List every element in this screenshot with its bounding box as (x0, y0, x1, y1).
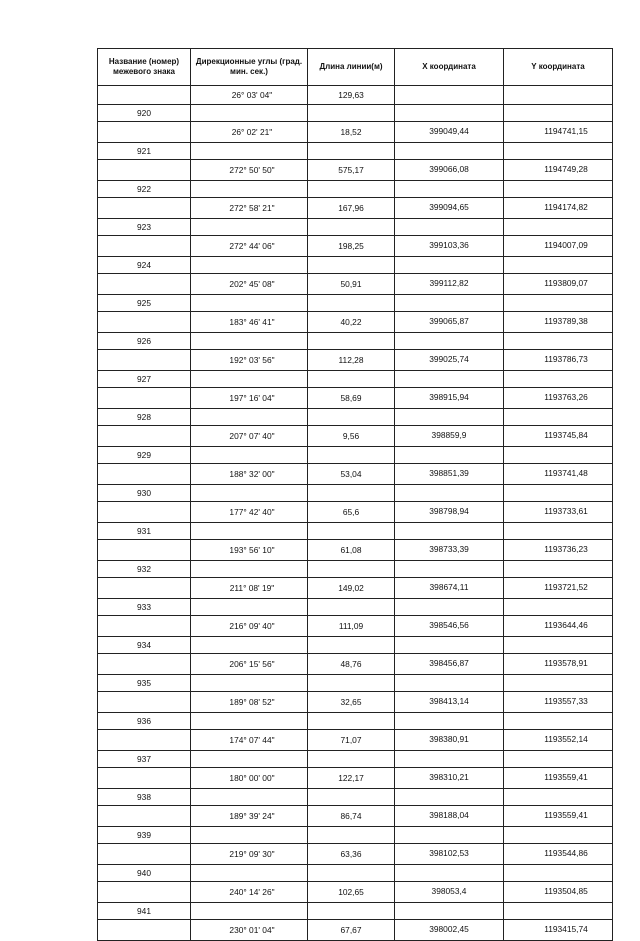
length-cell: 32,65 (308, 692, 395, 713)
point-name-cell: 937 (98, 751, 191, 768)
header-name: Название (номер) межевого знака (98, 49, 191, 86)
table-row (98, 333, 613, 350)
angle-cell (191, 637, 308, 654)
x-cell (395, 637, 504, 654)
x-cell (395, 865, 504, 882)
point-name-cell: 935 (98, 675, 191, 692)
y-coordinate-cell: 1194749,28 (504, 160, 613, 181)
table-row (98, 865, 613, 882)
y-cell (504, 865, 613, 882)
x-coordinate-cell: 398859,9 (395, 426, 504, 447)
point-name-cell: 941 (98, 903, 191, 920)
angle-cell: 272° 58' 21" (191, 198, 308, 219)
length-cell: 53,04 (308, 464, 395, 485)
name-cell (98, 236, 191, 257)
table-row (98, 236, 613, 257)
table-row (98, 882, 613, 903)
length-cell (308, 903, 395, 920)
length-cell: 122,17 (308, 768, 395, 789)
x-coordinate-cell: 398413,14 (395, 692, 504, 713)
x-coordinate-cell: 399094,65 (395, 198, 504, 219)
x-cell (395, 105, 504, 122)
y-cell (504, 333, 613, 350)
angle-cell: 206° 15' 56" (191, 654, 308, 675)
length-cell (308, 561, 395, 578)
angle-cell (191, 561, 308, 578)
y-cell (504, 105, 613, 122)
angle-cell (191, 295, 308, 312)
point-name-cell: 932 (98, 561, 191, 578)
name-cell (98, 768, 191, 789)
table-row (98, 806, 613, 827)
y-cell (504, 675, 613, 692)
x-coordinate-cell: 399112,82 (395, 274, 504, 295)
x-cell (395, 86, 504, 105)
y-coordinate-cell: 1193578,91 (504, 654, 613, 675)
length-cell (308, 599, 395, 616)
name-cell (98, 578, 191, 599)
length-cell (308, 257, 395, 274)
length-cell: 48,76 (308, 654, 395, 675)
x-coordinate-cell: 398546,56 (395, 616, 504, 637)
y-cell (504, 599, 613, 616)
name-cell (98, 654, 191, 675)
y-cell (504, 181, 613, 198)
x-coordinate-cell: 398053,4 (395, 882, 504, 903)
name-cell (98, 730, 191, 751)
x-coordinate-cell: 398188,04 (395, 806, 504, 827)
point-name-cell: 924 (98, 257, 191, 274)
angle-cell: 197° 16' 04" (191, 388, 308, 409)
angle-cell (191, 599, 308, 616)
angle-cell: 189° 08' 52" (191, 692, 308, 713)
y-coordinate-cell: 1193544,86 (504, 844, 613, 865)
name-cell (98, 844, 191, 865)
point-name-cell: 921 (98, 143, 191, 160)
table-row (98, 312, 613, 333)
name-cell (98, 920, 191, 941)
table-row (98, 485, 613, 502)
table-row (98, 920, 613, 941)
length-cell (308, 371, 395, 388)
length-cell: 18,52 (308, 122, 395, 143)
y-cell (504, 637, 613, 654)
x-coordinate-cell: 399103,36 (395, 236, 504, 257)
header-x: X координата (395, 49, 504, 86)
angle-cell (191, 827, 308, 844)
angle-cell: 202° 45' 08" (191, 274, 308, 295)
x-cell (395, 371, 504, 388)
angle-cell: 26° 03' 04" (191, 86, 308, 105)
x-coordinate-cell: 398380,91 (395, 730, 504, 751)
length-cell: 71,07 (308, 730, 395, 751)
y-coordinate-cell: 1193644,46 (504, 616, 613, 637)
length-cell (308, 105, 395, 122)
angle-cell: 207° 07' 40" (191, 426, 308, 447)
name-cell (98, 464, 191, 485)
boundary-coordinates-table (97, 48, 613, 941)
angle-cell (191, 371, 308, 388)
x-cell (395, 675, 504, 692)
table-row (98, 143, 613, 160)
table-body (98, 86, 613, 941)
angle-cell (191, 903, 308, 920)
table-row (98, 599, 613, 616)
x-cell (395, 295, 504, 312)
y-cell (504, 751, 613, 768)
angle-cell (191, 333, 308, 350)
x-coordinate-cell: 398310,21 (395, 768, 504, 789)
y-cell (504, 86, 613, 105)
angle-cell (191, 105, 308, 122)
length-cell (308, 675, 395, 692)
length-cell: 198,25 (308, 236, 395, 257)
point-name-cell: 927 (98, 371, 191, 388)
y-coordinate-cell: 1193552,14 (504, 730, 613, 751)
x-coordinate-cell: 399025,74 (395, 350, 504, 371)
angle-cell: 230° 01' 04" (191, 920, 308, 941)
point-name-cell: 940 (98, 865, 191, 882)
table-row (98, 768, 613, 789)
name-cell (98, 692, 191, 713)
x-cell (395, 599, 504, 616)
x-coordinate-cell: 398456,87 (395, 654, 504, 675)
y-coordinate-cell: 1193736,23 (504, 540, 613, 561)
header-angle: Дирекционные углы (град. мин. сек.) (191, 49, 308, 86)
name-cell (98, 806, 191, 827)
length-cell: 112,28 (308, 350, 395, 371)
name-cell (98, 502, 191, 523)
length-cell: 149,02 (308, 578, 395, 599)
angle-cell: 216° 09' 40" (191, 616, 308, 637)
y-cell (504, 447, 613, 464)
table-row (98, 426, 613, 447)
x-coordinate-cell: 399049,44 (395, 122, 504, 143)
table-row (98, 198, 613, 219)
angle-cell: 180° 00' 00" (191, 768, 308, 789)
y-coordinate-cell: 1193559,41 (504, 768, 613, 789)
length-cell: 50,91 (308, 274, 395, 295)
name-cell (98, 616, 191, 637)
angle-cell: 183° 46' 41" (191, 312, 308, 333)
table-row (98, 654, 613, 675)
angle-cell: 193° 56' 10" (191, 540, 308, 561)
table-row (98, 274, 613, 295)
angle-cell (191, 865, 308, 882)
point-name-cell: 923 (98, 219, 191, 236)
y-coordinate-cell: 1193741,48 (504, 464, 613, 485)
point-name-cell: 931 (98, 523, 191, 540)
angle-cell: 219° 09' 30" (191, 844, 308, 865)
length-cell: 63,36 (308, 844, 395, 865)
length-cell (308, 789, 395, 806)
length-cell (308, 295, 395, 312)
angle-cell: 189° 39' 24" (191, 806, 308, 827)
header-length: Длина линии(м) (308, 49, 395, 86)
angle-cell (191, 143, 308, 160)
x-cell (395, 789, 504, 806)
table-row (98, 523, 613, 540)
length-cell (308, 181, 395, 198)
y-coordinate-cell: 1194741,15 (504, 122, 613, 143)
y-cell (504, 219, 613, 236)
length-cell: 167,96 (308, 198, 395, 219)
y-cell (504, 713, 613, 730)
table-row (98, 371, 613, 388)
x-cell (395, 219, 504, 236)
y-cell (504, 371, 613, 388)
table-row (98, 257, 613, 274)
x-cell (395, 485, 504, 502)
x-cell (395, 827, 504, 844)
y-cell (504, 827, 613, 844)
angle-cell (191, 713, 308, 730)
point-name-cell: 938 (98, 789, 191, 806)
y-cell (504, 257, 613, 274)
point-name-cell: 939 (98, 827, 191, 844)
table-row (98, 502, 613, 523)
name-cell (98, 426, 191, 447)
length-cell (308, 523, 395, 540)
x-coordinate-cell: 398915,94 (395, 388, 504, 409)
x-coordinate-cell: 398002,45 (395, 920, 504, 941)
table-row (98, 540, 613, 561)
table-row (98, 122, 613, 143)
table-row (98, 219, 613, 236)
angle-cell (191, 447, 308, 464)
length-cell: 61,08 (308, 540, 395, 561)
table-row (98, 844, 613, 865)
table-row (98, 105, 613, 122)
table-row (98, 86, 613, 105)
length-cell: 40,22 (308, 312, 395, 333)
length-cell (308, 713, 395, 730)
y-cell (504, 295, 613, 312)
y-cell (504, 789, 613, 806)
x-cell (395, 447, 504, 464)
angle-cell: 272° 50' 50" (191, 160, 308, 181)
x-cell (395, 143, 504, 160)
name-cell (98, 350, 191, 371)
name-cell (98, 882, 191, 903)
length-cell (308, 447, 395, 464)
name-cell (98, 274, 191, 295)
y-cell (504, 409, 613, 426)
angle-cell: 188° 32' 00" (191, 464, 308, 485)
x-cell (395, 561, 504, 578)
table-row (98, 616, 613, 637)
y-coordinate-cell: 1193559,41 (504, 806, 613, 827)
header-y: Y координата (504, 49, 613, 86)
name-cell (98, 122, 191, 143)
x-coordinate-cell: 398733,39 (395, 540, 504, 561)
y-cell (504, 903, 613, 920)
angle-cell: 177° 42' 40" (191, 502, 308, 523)
length-cell (308, 219, 395, 236)
table-header-row (98, 49, 613, 86)
length-cell: 129,63 (308, 86, 395, 105)
y-coordinate-cell: 1193733,61 (504, 502, 613, 523)
table-row (98, 637, 613, 654)
angle-cell (191, 257, 308, 274)
point-name-cell: 925 (98, 295, 191, 312)
y-coordinate-cell: 1193721,52 (504, 578, 613, 599)
angle-cell: 26° 02' 21" (191, 122, 308, 143)
angle-cell: 240° 14' 26" (191, 882, 308, 903)
x-coordinate-cell: 398674,11 (395, 578, 504, 599)
y-coordinate-cell: 1193809,07 (504, 274, 613, 295)
angle-cell: 174° 07' 44" (191, 730, 308, 751)
y-cell (504, 523, 613, 540)
x-coordinate-cell: 398798,94 (395, 502, 504, 523)
table-row (98, 160, 613, 181)
x-cell (395, 751, 504, 768)
y-coordinate-cell: 1193504,85 (504, 882, 613, 903)
angle-cell (191, 181, 308, 198)
length-cell: 575,17 (308, 160, 395, 181)
point-name-cell: 934 (98, 637, 191, 654)
angle-cell: 211° 08' 19" (191, 578, 308, 599)
length-cell (308, 143, 395, 160)
table-row (98, 730, 613, 751)
angle-cell (191, 409, 308, 426)
table-row (98, 295, 613, 312)
y-coordinate-cell: 1193557,33 (504, 692, 613, 713)
point-name-cell: 920 (98, 105, 191, 122)
angle-cell (191, 485, 308, 502)
angle-cell (191, 675, 308, 692)
point-name-cell: 929 (98, 447, 191, 464)
name-cell (98, 388, 191, 409)
table-row (98, 464, 613, 485)
point-name-cell: 930 (98, 485, 191, 502)
name-cell (98, 160, 191, 181)
table-row (98, 692, 613, 713)
length-cell: 67,67 (308, 920, 395, 941)
table-row (98, 827, 613, 844)
table-row (98, 713, 613, 730)
angle-cell (191, 523, 308, 540)
table-row (98, 789, 613, 806)
table-row (98, 751, 613, 768)
y-cell (504, 485, 613, 502)
length-cell (308, 485, 395, 502)
x-coordinate-cell: 399066,08 (395, 160, 504, 181)
point-name-cell: 936 (98, 713, 191, 730)
name-cell (98, 312, 191, 333)
y-coordinate-cell: 1194174,82 (504, 198, 613, 219)
name-cell (98, 86, 191, 105)
y-coordinate-cell: 1194007,09 (504, 236, 613, 257)
x-cell (395, 333, 504, 350)
length-cell: 86,74 (308, 806, 395, 827)
table-row (98, 388, 613, 409)
length-cell: 111,09 (308, 616, 395, 637)
x-cell (395, 409, 504, 426)
point-name-cell: 933 (98, 599, 191, 616)
angle-cell (191, 751, 308, 768)
y-coordinate-cell: 1193415,74 (504, 920, 613, 941)
point-name-cell: 928 (98, 409, 191, 426)
x-cell (395, 713, 504, 730)
y-cell (504, 143, 613, 160)
angle-cell: 272° 44' 06" (191, 236, 308, 257)
table-row (98, 578, 613, 599)
table-row (98, 447, 613, 464)
x-cell (395, 523, 504, 540)
length-cell (308, 827, 395, 844)
y-cell (504, 561, 613, 578)
angle-cell (191, 789, 308, 806)
name-cell (98, 198, 191, 219)
table-row (98, 675, 613, 692)
y-coordinate-cell: 1193786,73 (504, 350, 613, 371)
x-coordinate-cell: 398851,39 (395, 464, 504, 485)
table-row (98, 903, 613, 920)
table-row (98, 561, 613, 578)
length-cell: 65,6 (308, 502, 395, 523)
x-cell (395, 257, 504, 274)
length-cell (308, 865, 395, 882)
y-coordinate-cell: 1193789,38 (504, 312, 613, 333)
x-cell (395, 181, 504, 198)
angle-cell (191, 219, 308, 236)
x-coordinate-cell: 398102,53 (395, 844, 504, 865)
name-cell (98, 540, 191, 561)
table-row (98, 181, 613, 198)
length-cell: 9,56 (308, 426, 395, 447)
length-cell (308, 637, 395, 654)
length-cell (308, 333, 395, 350)
y-coordinate-cell: 1193763,26 (504, 388, 613, 409)
angle-cell: 192° 03' 56" (191, 350, 308, 371)
length-cell (308, 751, 395, 768)
point-name-cell: 922 (98, 181, 191, 198)
point-name-cell: 926 (98, 333, 191, 350)
table-row (98, 350, 613, 371)
x-cell (395, 903, 504, 920)
length-cell (308, 409, 395, 426)
length-cell: 58,69 (308, 388, 395, 409)
x-coordinate-cell: 399065,87 (395, 312, 504, 333)
length-cell: 102,65 (308, 882, 395, 903)
y-coordinate-cell: 1193745,84 (504, 426, 613, 447)
table-row (98, 409, 613, 426)
